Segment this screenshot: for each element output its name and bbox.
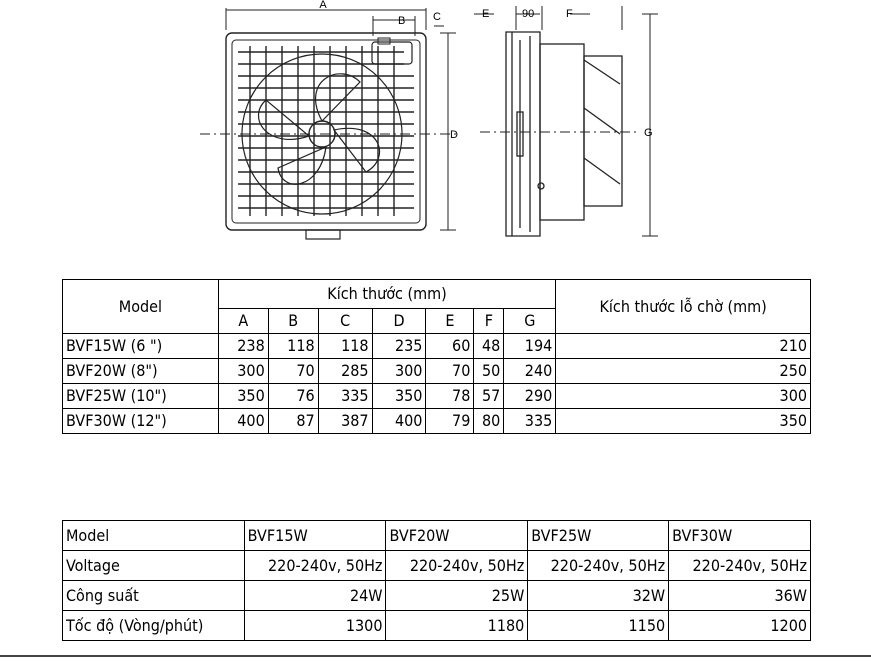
spec-header: BVF30W	[669, 521, 811, 551]
value-cell: 300	[372, 359, 426, 384]
label-depth: 90	[522, 8, 535, 20]
spec-value: 220-240v, 50Hz	[669, 551, 811, 581]
table-row	[63, 611, 811, 641]
label-a: A	[319, 0, 327, 11]
spec-header: BVF25W	[528, 521, 669, 551]
model-cell: BVF25W (10")	[63, 384, 219, 409]
hole-cell: 350	[556, 409, 811, 434]
spec-header: BVF20W	[386, 521, 528, 551]
spec-label: Công suất	[63, 581, 245, 611]
spec-label: Tốc độ (Vòng/phút)	[63, 611, 245, 641]
value-cell: 285	[318, 359, 372, 384]
table-row	[63, 409, 811, 434]
col-header: D	[372, 309, 426, 334]
spec-header: BVF15W	[244, 521, 386, 551]
col-header: G	[504, 309, 556, 334]
side-dimension-lines	[474, 6, 658, 236]
col-header: C	[318, 309, 372, 334]
value-cell: 79	[426, 409, 474, 434]
value-cell: 50	[474, 359, 504, 384]
value-cell: 60	[426, 334, 474, 359]
value-cell: 87	[268, 409, 318, 434]
spec-label: Voltage	[63, 551, 245, 581]
value-cell: 335	[504, 409, 556, 434]
value-cell: 48	[474, 334, 504, 359]
spec-value: 220-240v, 50Hz	[528, 551, 669, 581]
dimension-table	[62, 279, 811, 434]
label-d: D	[450, 129, 458, 141]
table-row	[63, 551, 811, 581]
table-row	[63, 334, 811, 359]
front-view	[226, 33, 426, 239]
value-cell: 400	[218, 409, 268, 434]
fan-technical-drawing	[0, 0, 871, 262]
value-cell: 335	[318, 384, 372, 409]
label-f: F	[566, 8, 573, 20]
value-cell: 80	[474, 409, 504, 434]
spec-value: 32W	[528, 581, 669, 611]
size-header: Kích thước (mm)	[218, 280, 555, 309]
value-cell: 400	[372, 409, 426, 434]
hole-header: Kích thước lỗ chờ (mm)	[556, 280, 811, 334]
value-cell: 70	[426, 359, 474, 384]
label-e: E	[482, 8, 490, 20]
model-cell: BVF15W (6 ")	[63, 334, 219, 359]
spec-value: 1300	[244, 611, 386, 641]
hole-cell: 300	[556, 384, 811, 409]
value-cell: 290	[504, 384, 556, 409]
bottom-divider	[0, 655, 871, 657]
value-cell: 387	[318, 409, 372, 434]
value-cell: 118	[268, 334, 318, 359]
model-header: Model	[63, 280, 219, 334]
col-header: E	[426, 309, 474, 334]
label-c: C	[433, 11, 441, 23]
value-cell: 57	[474, 384, 504, 409]
label-b: B	[398, 15, 406, 27]
value-cell: 235	[372, 334, 426, 359]
col-header: A	[218, 309, 268, 334]
spec-value: 1200	[669, 611, 811, 641]
spec-table	[62, 520, 811, 641]
value-cell: 70	[268, 359, 318, 384]
value-cell: 78	[426, 384, 474, 409]
model-cell: BVF20W (8")	[63, 359, 219, 384]
hole-cell: 210	[556, 334, 811, 359]
spec-value: 25W	[386, 581, 528, 611]
value-cell: 300	[218, 359, 268, 384]
col-header: F	[474, 309, 504, 334]
spec-value: 1180	[386, 611, 528, 641]
spec-header: Model	[63, 521, 245, 551]
model-cell: BVF30W (12")	[63, 409, 219, 434]
value-cell: 118	[318, 334, 372, 359]
value-cell: 240	[504, 359, 556, 384]
value-cell: 350	[218, 384, 268, 409]
hole-cell: 250	[556, 359, 811, 384]
col-header: B	[268, 309, 318, 334]
spec-value: 24W	[244, 581, 386, 611]
spec-value: 220-240v, 50Hz	[244, 551, 386, 581]
table-row	[63, 359, 811, 384]
table-row	[63, 521, 811, 551]
spec-value: 220-240v, 50Hz	[386, 551, 528, 581]
value-cell: 194	[504, 334, 556, 359]
spec-value: 1150	[528, 611, 669, 641]
label-g: G	[644, 127, 653, 139]
table-row	[63, 384, 811, 409]
value-cell: 350	[372, 384, 426, 409]
value-cell: 238	[218, 334, 268, 359]
spec-value: 36W	[669, 581, 811, 611]
value-cell: 76	[268, 384, 318, 409]
table-row	[63, 581, 811, 611]
side-view	[506, 32, 622, 236]
